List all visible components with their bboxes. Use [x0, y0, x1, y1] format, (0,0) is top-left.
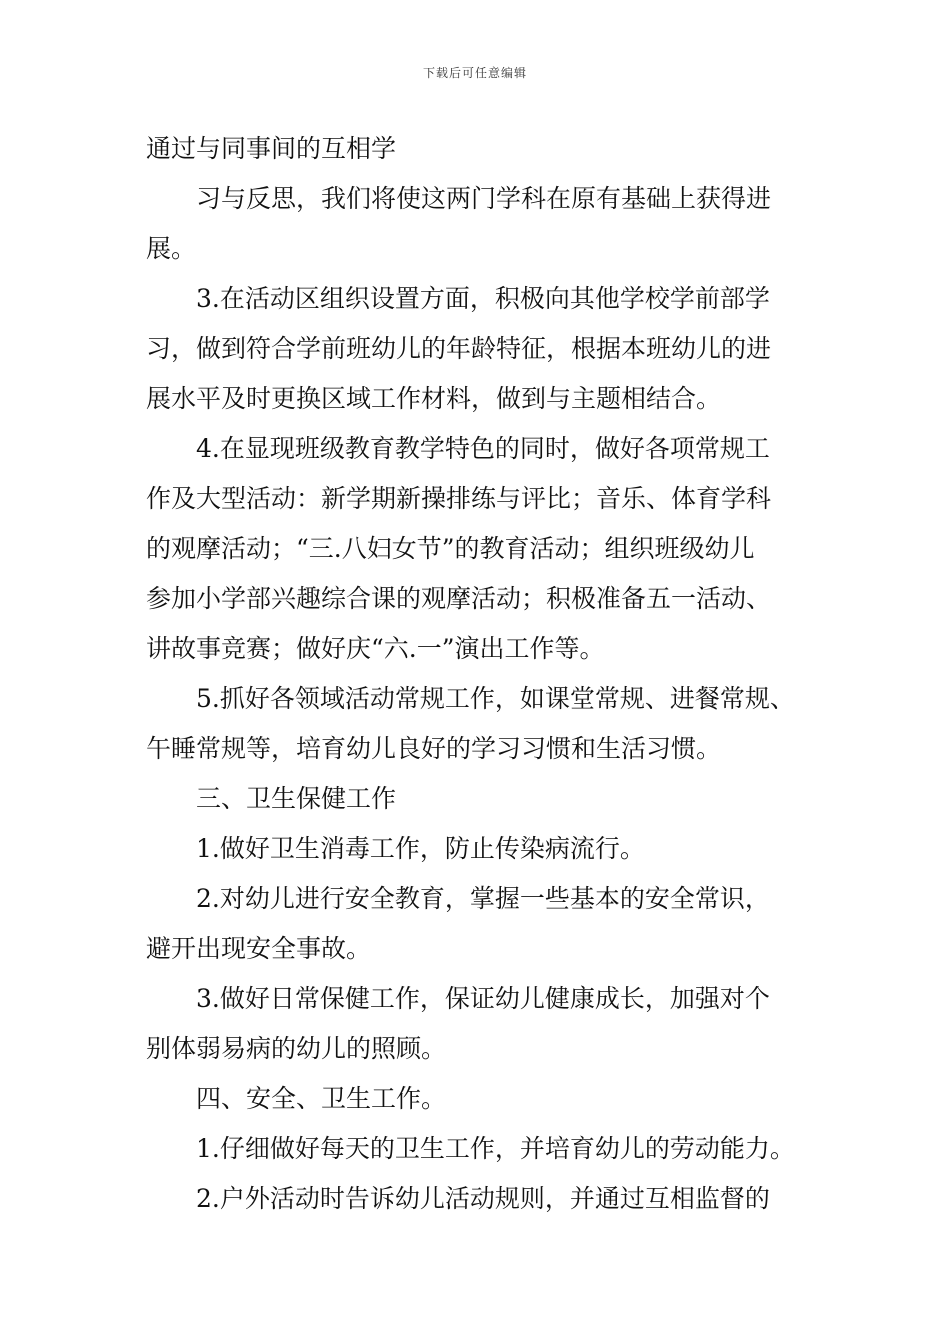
text-line: 5.抓好各领域活动常规工作，如课堂常规、进餐常规、	[196, 684, 795, 713]
text-line: 习，做到符合学前班幼儿的年龄特征，根据本班幼儿的进	[146, 334, 772, 363]
text-line: 午睡常规等，培育幼儿良好的学习习惯和生活习惯。	[146, 734, 722, 763]
text-line: 3.做好日常保健工作，保证幼儿健康成长，加强对个	[196, 984, 770, 1013]
text-line: 的观摩活动；“三.八妇女节”的教育活动；组织班级幼儿	[146, 534, 755, 563]
text-line: 4.在显现班级教育教学特色的同时，做好各项常规工	[196, 434, 770, 463]
text-line: 讲故事竞赛；做好庆“六.一”演出工作等。	[146, 634, 605, 663]
section-heading: 四、安全、卫生工作。	[196, 1084, 447, 1113]
text-line: 1.做好卫生消毒工作，防止传染病流行。	[196, 834, 645, 863]
text-line: 参加小学部兴趣综合课的观摩活动；积极准备五一活动、	[146, 584, 772, 613]
text-line: 别体弱易病的幼儿的照顾。	[146, 1034, 447, 1063]
text-line: 通过与同事间的互相学	[146, 134, 397, 163]
text-line: 作及大型活动：新学期新操排练与评比；音乐、体育学科	[146, 484, 772, 513]
text-line: 展。	[146, 234, 197, 263]
text-line: 避开出现安全事故。	[146, 934, 372, 963]
text-line: 展水平及时更换区域工作材料，做到与主题相结合。	[146, 384, 722, 413]
text-line: 1.仔细做好每天的卫生工作，并培育幼儿的劳动能力。	[196, 1134, 795, 1163]
text-line: 2.对幼儿进行安全教育，掌握一些基本的安全常识，	[196, 884, 770, 913]
text-line: 2.户外活动时告诉幼儿活动规则，并通过互相监督的	[196, 1184, 770, 1213]
page-header: 下载后可任意编辑	[422, 66, 527, 80]
section-heading: 三、卫生保健工作	[196, 784, 397, 813]
text-line: 习与反思，我们将使这两门学科在原有基础上获得进	[196, 184, 772, 213]
document-body	[146, 124, 826, 1224]
text-line: 3.在活动区组织设置方面，积极向其他学校学前部学	[196, 284, 770, 313]
